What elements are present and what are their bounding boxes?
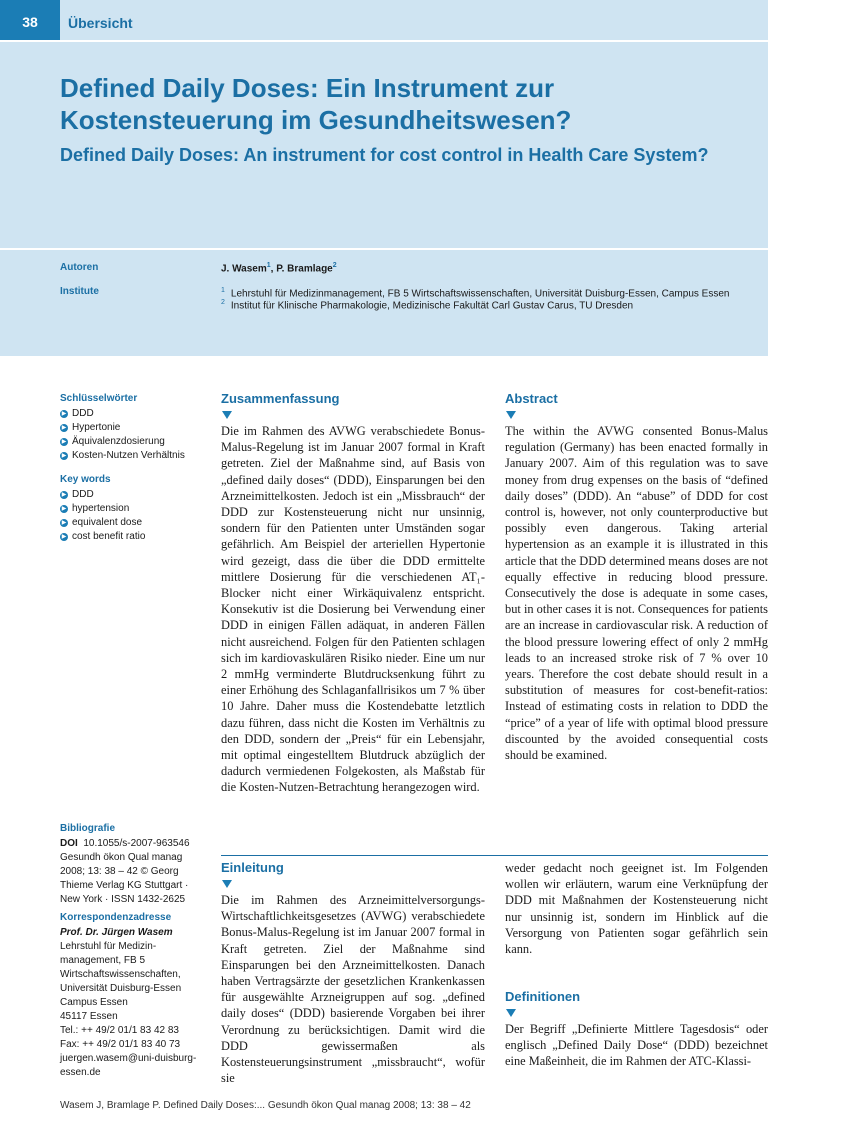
keyword-text: Äquivalenzdosierung xyxy=(72,436,165,447)
keyword-item xyxy=(60,421,208,435)
title-english: Defined Daily Doses: An instrument for cost control in Health Care System? xyxy=(60,145,709,165)
summary-text: Die im Rahmen des AVWG verabschiedete Bonus-Malus-Regelung ist im Januar 2007 formal in Kraft getreten. Ziel der Maßnahme sind, auf Basis von „defined daily doses“ (DDD), Einsparungen bei den Arzneimittelkosten. Jedoch ist ein „Missbrauch“ der DDD zur Kostensteuerung nicht nur unsinnig, sondern für den Patienten unter Umständen sogar gefährlich. Am Beispiel der arteriellen Hypertonie wird gezeigt, dass die über die DDD ermittelte mittlere Dosierung für die verschiedenen AT₁-Blocker nicht einer Wirkäquivalenz entspricht. Konsekutiv ist die Dosierung bei Verwendung einer DDD in einigen Fällen adäquat, in anderen Fällen nicht ausreichend. Folgen für den Patienten schlagen sich im kardiovaskulären Risiko nieder. Eine um nur 2 mmHg verminderte Blutdrucksenkung führt zu einer Erhöhung des Schlaganfallrisikos um 7 % über 10 Jahre. Daher muss die Kostendebatte letztlich dazu führen, dass nicht die Kosten im Verhältnis zu den DDD, sondern der „Preis“ für ein Lebensjahr, mit optimal eingestelltem Blutdruck abzüglich der dadurch vermiedenen Folgekosten, als Maßstab für die Kosten-Nutzen-Betrachtung herangezogen wird. xyxy=(221,424,485,795)
correspondence-heading: Korrespondenzadresse xyxy=(60,912,172,923)
triangle-down-icon xyxy=(222,411,232,419)
bullet-arrow-icon: ▶ xyxy=(61,411,67,417)
keyword-item xyxy=(60,435,208,449)
institute-2 xyxy=(221,297,633,312)
abstract-text: The within the AVWG consented Bonus-Malus regulation (Germany) has been enacted formally in January 2007. Aim of this regulation was to save money from drug expenses on the basis of “defined daily doses” (DDD). An “abuse” of DDD for cost control is, however, not only counterproductive but possibly even dangerous. Taking arterial hypertension as an example it is illustrated in this article that the DDD determined means doses are not equally effective in reducing blood pressure. Consecutively the dose is adequate in some cases, but in other cases it is not. Consequences for patients are an increase in cardiovascular risk. A reduction of the blood pressure lowering effect of only 2 mmHg leads to an increased stroke risk of 7 % over 10 years. Therefore the cost debate should result in a substitution of measures for cost-benefit-ratios: Instead of estimating costs in relation to DDD the “price” of a year of life with optimal blood pressure discounted by the avoided consequential costs should be examined. xyxy=(505,424,768,763)
bibliography-heading: Bibliografie xyxy=(60,823,116,834)
author-name: J. Wasem xyxy=(221,263,267,275)
keyword-text: cost benefit ratio xyxy=(72,531,146,542)
bullet-arrow-icon: ▶ xyxy=(61,506,67,512)
doi-value[interactable]: 10.1055/s-2007-963546 xyxy=(83,838,190,849)
institutes-label: Institute xyxy=(60,286,99,297)
keyword-item xyxy=(60,449,208,463)
keyword-text: equivalent dose xyxy=(72,517,143,528)
definitions-heading: Definitionen xyxy=(505,989,581,1004)
keyword-item xyxy=(60,516,208,530)
abstract-heading: Abstract xyxy=(505,391,558,406)
meta-divider xyxy=(0,248,768,250)
address-line: management, FB 5 xyxy=(60,955,146,966)
authors xyxy=(221,262,337,274)
section-rule xyxy=(221,855,768,856)
footer-citation: Wasem J, Bramlage P. Defined Daily Doses:... Gesundh ökon Qual manag 2008; 13: 38 – 42 xyxy=(60,1100,471,1111)
address-line: Campus Essen xyxy=(60,997,128,1008)
summary-heading: Zusammenfassung xyxy=(221,391,340,406)
title-german: Defined Daily Doses: Ein Instrument zur Kostensteuerung im Gesundheitswesen? xyxy=(60,73,572,135)
phone-line: Tel.: ++ 49/2 01/1 83 42 83 xyxy=(60,1025,179,1036)
triangle-down-icon xyxy=(222,880,232,888)
header-divider xyxy=(0,40,768,42)
bullet-arrow-icon: ▶ xyxy=(61,439,67,445)
keyword-item xyxy=(60,407,208,421)
doi-label: DOI xyxy=(60,838,78,849)
definitions-text: Der Begriff „Definierte Mittlere Tagesdosis“ oder englisch „Defined Daily Dose“ (DDD) bezeichnet eine Maßeinheit, die im Rahmen der ATC-Klassi- xyxy=(505,1022,768,1069)
address-line: Wirtschaftswissenschaften, xyxy=(60,969,181,980)
address-line: Universität Duisburg-Essen xyxy=(60,983,182,994)
affiliation-mark: 2 xyxy=(332,262,337,269)
keyword-text: Kosten-Nutzen Verhältnis xyxy=(72,450,185,461)
intro-continuation: weder gedacht noch geeignet ist. Im Folgenden wollen wir erläutern, warum eine Verknüpfung der DDD mit Maßnahmen der Kostensteuerung nicht nur unsinnig ist, sondern im Hinblick auf die Versorgung von Patienten sogar gefährlich sein kann. xyxy=(505,861,768,957)
bullet-arrow-icon: ▶ xyxy=(61,520,67,526)
keyword-text: DDD xyxy=(72,408,94,419)
affiliation-mark: 1 xyxy=(221,287,225,294)
keyword-text: hypertension xyxy=(72,503,130,514)
bibliography-block xyxy=(60,822,208,1080)
address-line: 45117 Essen xyxy=(60,1011,118,1022)
affiliation-mark: 1 xyxy=(266,262,271,269)
address-line: Lehrstuhl für Medizin- xyxy=(60,941,157,952)
bullet-arrow-icon: ▶ xyxy=(61,492,67,498)
bibliography-line: New York · ISSN 1432-2625 xyxy=(60,894,186,905)
bibliography-line: Gesundh ökon Qual manag xyxy=(60,852,183,863)
page-number: 38 xyxy=(0,0,60,40)
intro-heading: Einleitung xyxy=(221,860,284,875)
bullet-arrow-icon: ▶ xyxy=(61,425,67,431)
keyword-item xyxy=(60,530,208,544)
keywords-de-heading: Schlüsselwörter xyxy=(60,393,138,404)
affiliation-mark: 2 xyxy=(221,299,225,306)
fax-line: Fax: ++ 49/2 01/1 83 40 73 xyxy=(60,1039,181,1050)
institute-text: Institut für Klinische Pharmakologie, Medizinische Fakultät Carl Gustav Carus, TU Dresden xyxy=(230,300,634,312)
author-separator: , xyxy=(270,263,277,275)
keywords-en-heading: Key words xyxy=(60,474,111,485)
keyword-item xyxy=(60,488,208,502)
intro-text: Die im Rahmen des Arzneimittelversorgungs-Wirtschaftlichkeitsgesetzes (AVWG) verabschiedete Bonus-Malus-Regelung ist im Januar 2007 formal in Kraft getreten. Ziel der Maßnahme sind Einsparungen bei den Arzneimittelkosten. Danach haben Vertragsärzte der gesetzlichen Krankenkassen für ausgewählte Arzneigruppen auf sog. „defined daily doses“ (DDD) basierende Vorgaben bei ihrer Verordnung zu berücksichtigen. Damit wird die DDD gewissermaßen als Kostensteuerungsinstrument „missbraucht“, wofür sie xyxy=(221,893,485,1086)
keywords-block xyxy=(60,392,208,544)
section-label: Übersicht xyxy=(68,15,133,31)
bibliography-line: Thieme Verlag KG Stuttgart · xyxy=(60,880,189,891)
email-link[interactable]: juergen.wasem@uni-duisburg- xyxy=(60,1053,197,1064)
institute-text: Lehrstuhl für Medizinmanagement, FB 5 Wirtschaftswissenschaften, Universität Duisburg-Essen, Campus Essen xyxy=(230,288,730,300)
bibliography-line: 2008; 13: 38 – 42 © Georg xyxy=(60,866,179,877)
triangle-down-icon xyxy=(506,1009,516,1017)
keyword-text: DDD xyxy=(72,489,94,500)
bullet-arrow-icon: ▶ xyxy=(61,534,67,540)
keyword-item xyxy=(60,502,208,516)
triangle-down-icon xyxy=(506,411,516,419)
doi-line xyxy=(60,837,208,851)
authors-label: Autoren xyxy=(60,262,99,273)
author-name: P. Bramlage xyxy=(276,263,333,275)
email-link[interactable]: essen.de xyxy=(60,1067,101,1078)
keyword-text: Hypertonie xyxy=(72,422,121,433)
bullet-arrow-icon: ▶ xyxy=(61,453,67,459)
correspondence-name: Prof. Dr. Jürgen Wasem xyxy=(60,927,173,938)
